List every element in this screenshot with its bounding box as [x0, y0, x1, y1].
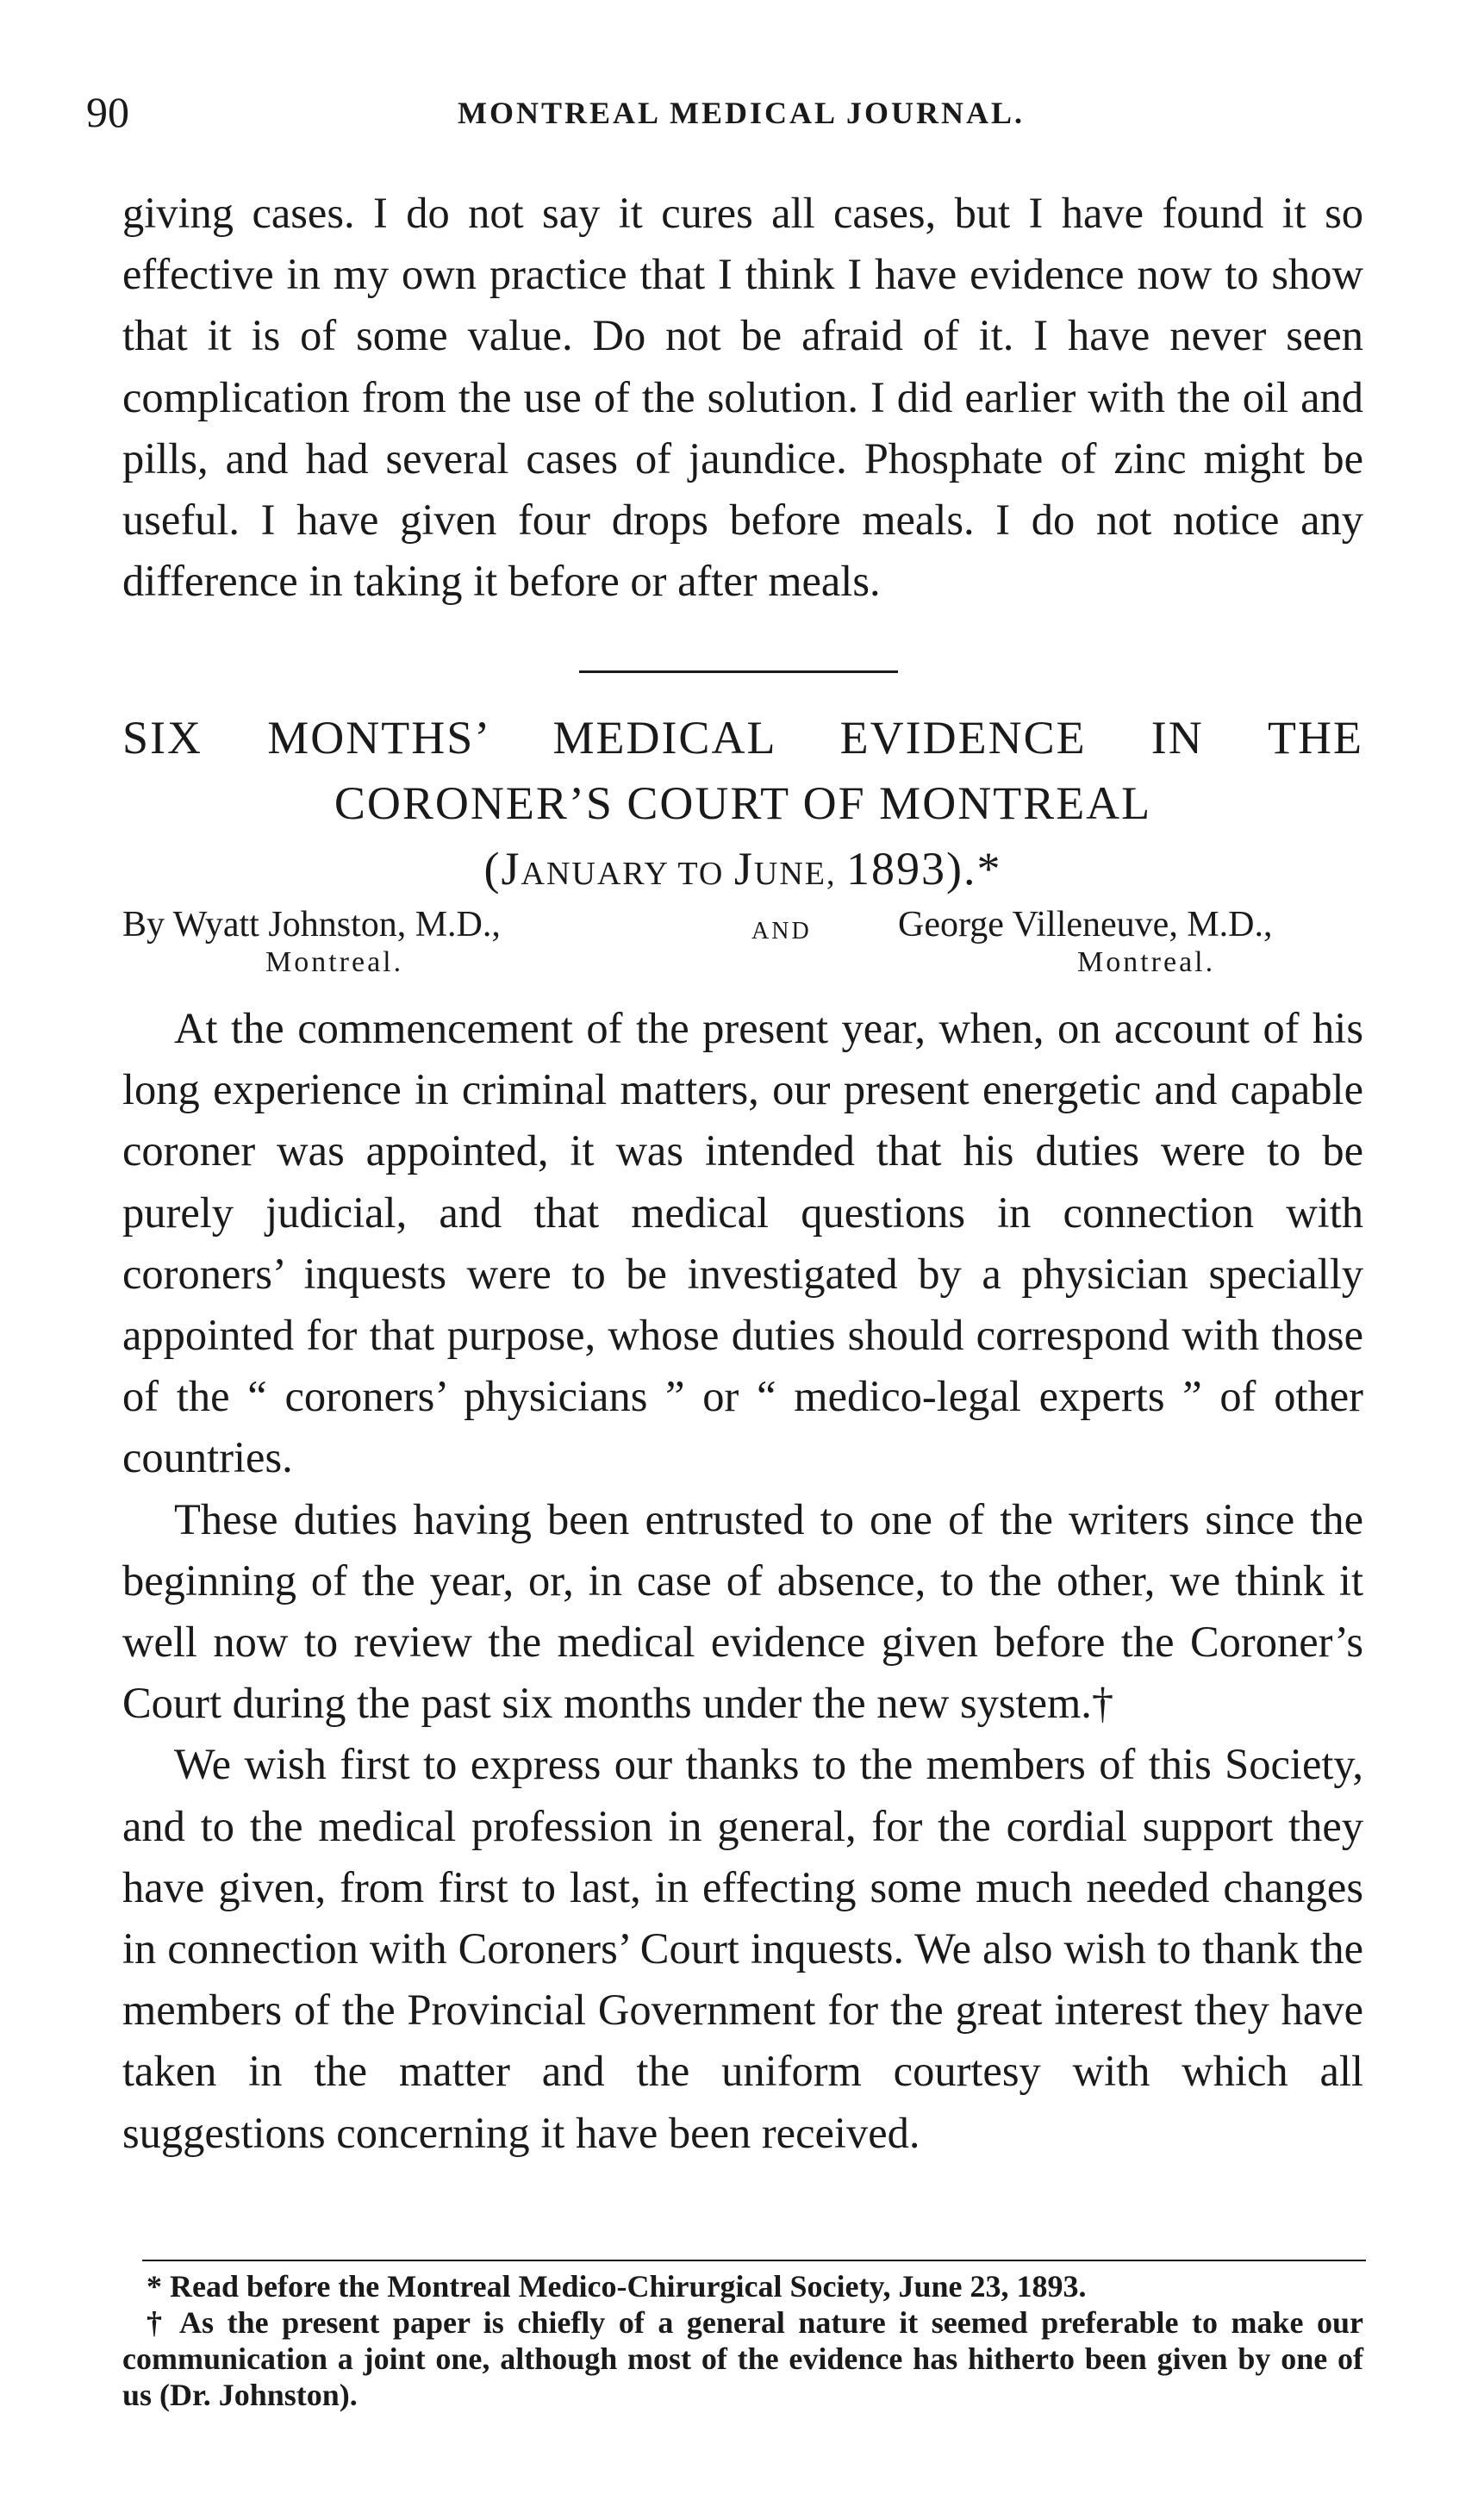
title-line-1: SIX MONTHS’ MEDICAL EVIDENCE IN THE — [122, 712, 1363, 764]
title-date-month-b: UNE, — [753, 856, 846, 892]
page-number: 90 — [86, 88, 129, 136]
title-line-2: CORONER’S COURT OF MONTREAL — [334, 777, 1152, 829]
continuation-block — [122, 183, 1363, 612]
body-paragraph-2: These duties having been entrusted to one of the writers since the beginning of the year, or, in case of absence, to the other, we think it well now to review the medical evidence given before the Coroner’s Court during the past six months under the new system.† — [122, 1494, 1363, 1728]
continuation-paragraph: giving cases. I do not say it cures all cases, but I have found it so effective in my own practice that I think I have evidence now to show that it is of some value. Do not be afraid of it. I have never seen complication from the use of the solution. I did earlier with the oil and pills, and had several cases of jaundice. Phosphate of zinc might be useful. I have given four drops before meals. I do not notice any difference in taking it before or after meals. — [122, 189, 1363, 606]
footnote-1: * Read before the Montreal Medico-Chirurgical Society, June 23, 1893. — [147, 2269, 1087, 2304]
article-body — [122, 998, 1363, 2164]
title-line-3 — [122, 836, 1363, 907]
author-2-city: Montreal. — [1077, 946, 1216, 978]
page-header — [86, 86, 1396, 138]
footnotes — [122, 2268, 1363, 2413]
title-date-month-j: J — [733, 843, 754, 895]
byline-and: AND — [751, 918, 812, 945]
body-paragraph-3: We wish first to express our thanks to the members of this Society, and to the medical profession in general, for the cordial support they have given, from first to last, in effecting some much needed changes in connection with Coroners’ Court inquests. We also wish to thank the members of the Provincial Government for the great interest they have taken in the matter and the uniform courtesy with which all suggestions concerning it have been received. — [122, 1740, 1363, 2157]
footnote-2: † As the present paper is chiefly of a general nature it seemed preferable to make our communication a joint one, although most of the evidence has hitherto been given by one of us (Dr. Johnston). — [122, 2305, 1363, 2412]
title-date-open: (J — [483, 843, 521, 895]
author-1: By Wyatt Johnston, M.D., — [122, 905, 501, 945]
title-date-month-a: ANUARY TO — [521, 856, 734, 892]
footnote-rule — [142, 2260, 1366, 2261]
byline — [122, 905, 1372, 1000]
section-rule — [579, 670, 898, 673]
article-title — [122, 705, 1363, 907]
author-1-city: Montreal. — [265, 946, 404, 978]
title-date-close: 1893).* — [845, 843, 1002, 895]
running-head: MONTREAL MEDICAL JOURNAL. — [457, 96, 1026, 130]
body-paragraph-1: At the commencement of the present year, when, on account of his long experience in criminal matters, our present energetic and capable coroner was appointed, it was intended that his duties were to be purely judicial, and that medical questions in connection with coroners’ inquests were to be investigated by a physician specially appointed for that purpose, whose duties should correspond with those of the “ coroners’ physicians ” or “ medico-legal experts ” of other countries. — [122, 1004, 1363, 1482]
author-2: George Villeneuve, M.D., — [898, 905, 1273, 945]
